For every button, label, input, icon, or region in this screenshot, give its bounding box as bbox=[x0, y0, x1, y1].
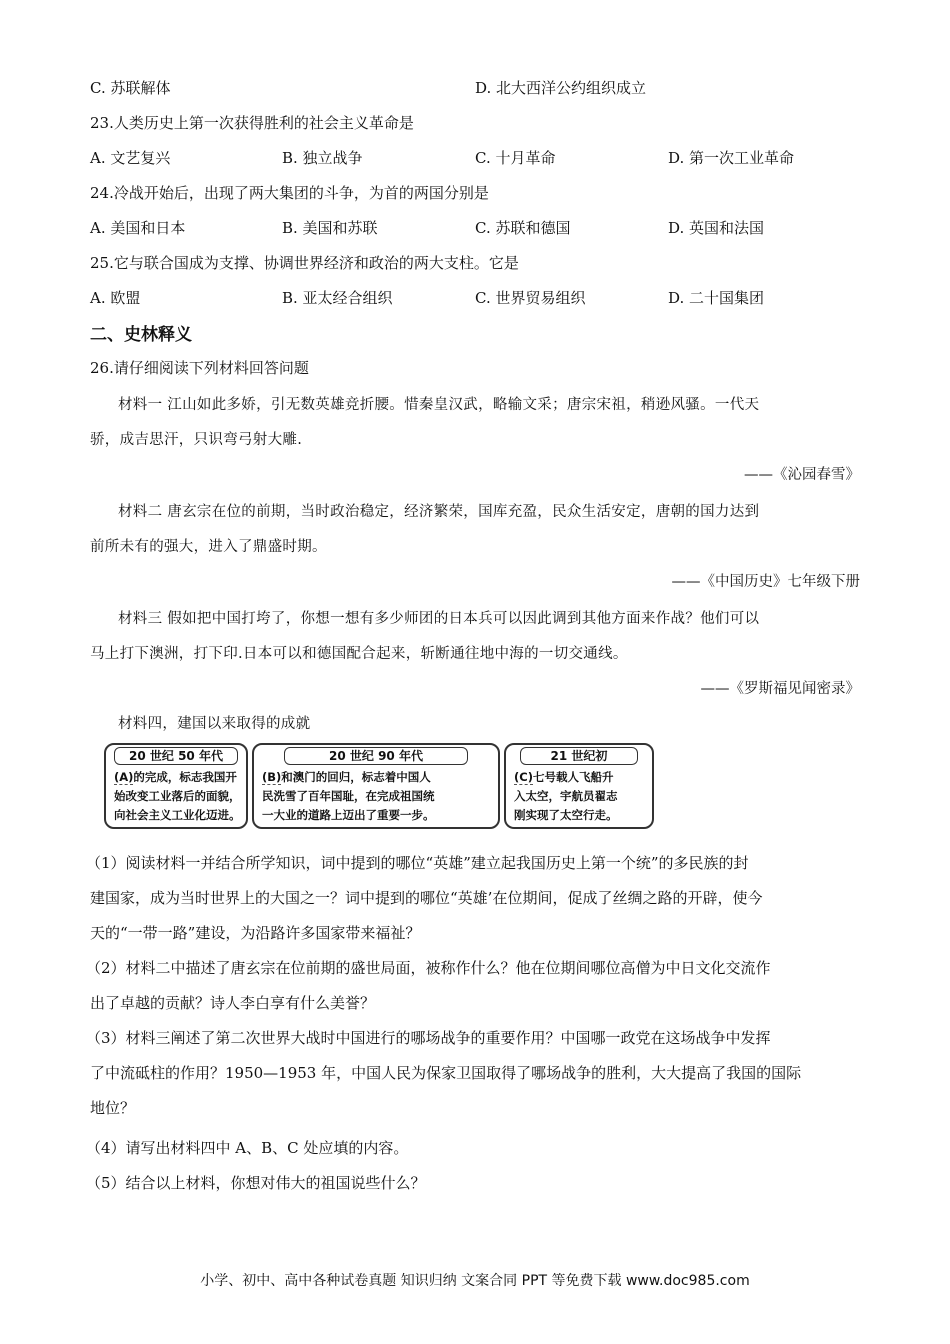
q24-option-a: A. 美国和日本 bbox=[90, 219, 186, 237]
q24-option-c: C. 苏联和德国 bbox=[475, 219, 571, 237]
blank-mark: (A) bbox=[114, 770, 134, 784]
box-line-2: 始改变工业落后的面貌， bbox=[114, 789, 241, 803]
box-line-3: 刚实现了太空行走。 bbox=[514, 808, 618, 822]
blank-mark: (C) bbox=[514, 770, 533, 784]
q25-option-b: B. 亚太经合组织 bbox=[282, 289, 393, 307]
achievement-box-1990s bbox=[252, 743, 500, 829]
box-header: 20 世纪 90 年代 bbox=[284, 747, 468, 765]
box-line-1-text: 七号载人飞船升 bbox=[532, 770, 614, 784]
box-line-2: 民洗雪了百年国耻，在完成祖国统 bbox=[262, 789, 435, 803]
sub-question-3-line-3: 地位？ bbox=[90, 1099, 136, 1117]
q26-stem: 26.请仔细阅读下列材料回答问题 bbox=[90, 359, 309, 377]
sub-question-4: （4）请写出材料四中 A、B、C 处应填的内容。 bbox=[86, 1139, 409, 1157]
material-2-line-1: 材料二 唐玄宗在位的前期，当时政治稳定，经济繁荣，国库充盈，民众生活安定，唐朝的国力达到 bbox=[118, 504, 760, 520]
sub-question-1-line-3: 天的“一带一路”建设，为沿路许多国家带来福祉？ bbox=[90, 924, 421, 942]
material-1-source: ——《沁园春雪》 bbox=[744, 467, 860, 483]
q22-option-c: C. 苏联解体 bbox=[90, 79, 171, 97]
sub-question-5: （5）结合以上材料，你想对伟大的祖国说些什么？ bbox=[86, 1174, 426, 1192]
q23-stem: 23.人类历史上第一次获得胜利的社会主义革命是 bbox=[90, 114, 414, 132]
blank-mark: (B) bbox=[262, 770, 282, 784]
material-2-line-2: 前所未有的强大，进入了鼎盛时期。 bbox=[90, 539, 327, 555]
q25-option-c: C. 世界贸易组织 bbox=[475, 289, 586, 307]
box-line-1 bbox=[114, 769, 237, 785]
achievement-box-1950s bbox=[104, 743, 248, 829]
q23-option-d: D. 第一次工业革命 bbox=[668, 149, 795, 167]
box-line-3: 一大业的道路上迈出了重要一步。 bbox=[262, 808, 435, 822]
box-line-2: 入太空，宇航员翟志 bbox=[514, 789, 618, 803]
q25-option-d: D. 二十国集团 bbox=[668, 289, 765, 307]
material-2-source: ——《中国历史》七年级下册 bbox=[671, 574, 860, 590]
q23-option-a: A. 文艺复兴 bbox=[90, 149, 171, 167]
q24-stem: 24.冷战开始后，出现了两大集团的斗争，为首的两国分别是 bbox=[90, 184, 489, 202]
sub-question-2-line-2: 出了卓越的贡献？诗人李白享有什么美誉？ bbox=[90, 994, 376, 1012]
material-4-title: 材料四，建国以来取得的成就 bbox=[118, 716, 311, 732]
box-header: 20 世纪 50 年代 bbox=[114, 747, 238, 765]
material-3-source: ——《罗斯福见闻密录》 bbox=[700, 681, 860, 697]
box-line-1-text: 的完成，标志我国开 bbox=[133, 770, 237, 784]
box-line-1 bbox=[262, 769, 431, 785]
sub-question-2-line-1: （2）材料二中描述了唐玄宗在位前期的盛世局面，被称作什么？他在位期间哪位高僧为中日文化交流作 bbox=[86, 959, 771, 977]
sub-question-1-line-2: 建国家，成为当时世界上的大国之一？词中提到的哪位“英雄’在位期间，促成了丝绸之路的开辟，使今 bbox=[90, 889, 763, 907]
material-1-line-1: 材料一 江山如此多娇，引无数英雄竞折腰。惜秦皇汉武，略输文采；唐宗宋祖，稍逊风骚。一代天 bbox=[118, 397, 760, 413]
q24-option-b: B. 美国和苏联 bbox=[282, 219, 378, 237]
q23-option-b: B. 独立战争 bbox=[282, 149, 363, 167]
box-line-1 bbox=[514, 769, 613, 785]
sub-question-3-line-1: （3）材料三阐述了第二次世界大战时中国进行的哪场战争的重要作用？中国哪一政党在这场战争中发挥 bbox=[86, 1029, 771, 1047]
box-header: 21 世纪初 bbox=[520, 747, 638, 765]
material-3-line-2: 马上打下澳洲，打下印.日本可以和德国配合起来，斩断通往地中海的一切交通线。 bbox=[90, 646, 628, 662]
box-line-1-text: 和澳门的回归，标志着中国人 bbox=[281, 770, 431, 784]
section-title: 二、史林释义 bbox=[90, 325, 192, 345]
achievement-box-21st-century bbox=[504, 743, 654, 829]
q23-option-c: C. 十月革命 bbox=[475, 149, 556, 167]
sub-question-1-line-1: （1）阅读材料一并结合所学知识，词中提到的哪位“英雄”建立起我国历史上第一个统”的多民族的封 bbox=[86, 854, 749, 872]
q25-stem: 25.它与联合国成为支撑、协调世界经济和政治的两大支柱。它是 bbox=[90, 254, 519, 272]
q22-option-d: D. 北大西洋公约组织成立 bbox=[475, 79, 647, 97]
page-footer: 小学、初中、高中各种试卷真题 知识归纳 文案合同 PPT 等免费下载 www.doc985.com bbox=[200, 1273, 750, 1289]
q25-option-a: A. 欧盟 bbox=[90, 289, 141, 307]
q24-option-d: D. 英国和法国 bbox=[668, 219, 765, 237]
box-line-3: 向社会主义工业化迈进。 bbox=[114, 808, 241, 822]
sub-question-3-line-2: 了中流砥柱的作用？1950—1953 年，中国人民为保家卫国取得了哪场战争的胜利，大大提高了我国的国际 bbox=[90, 1064, 802, 1082]
material-3-line-1: 材料三 假如把中国打垮了，你想一想有多少师团的日本兵可以因此调到其他方面来作战？他们可以 bbox=[118, 611, 760, 627]
material-1-line-2: 骄，成吉思汗，只识弯弓射大雕. bbox=[90, 432, 303, 448]
